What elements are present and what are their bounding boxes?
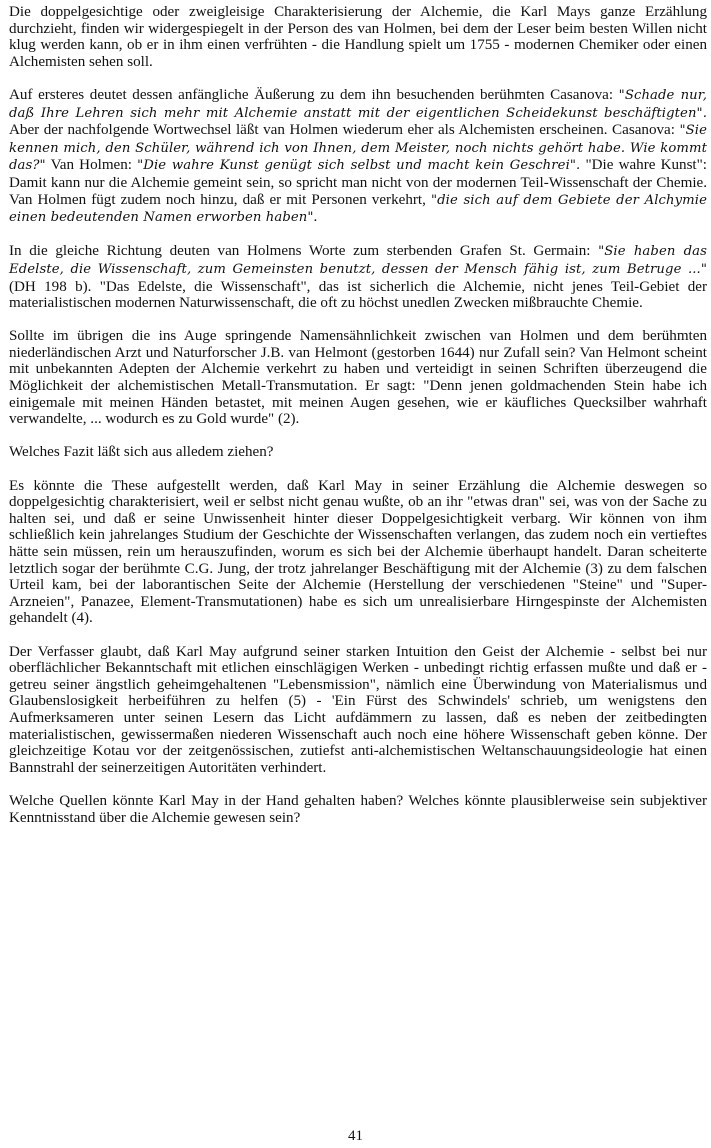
text-run: Auf ersteres deutet dessen anfängliche Äußerung zu dem ihn besuchenden berühmten Casanova: <box>9 86 619 103</box>
paragraph-holmen-intro <box>9 4 707 70</box>
paragraph-fazit-question <box>9 444 707 461</box>
text-run: Sollte im übrigen die ins Auge springende Namensähnlichkeit zwischen van Holmen und dem berühmten niederländischen Arzt und Naturforscher J.B. van Helmont (gestorben 1644) nur Zufall sein? Van Helmont scheint mit unbekannten Adepten der Alchemie verkehrt zu haben und verteidigt in seinen Schriften überzeugend die Möglichkeit der alchemistischen Metall-Transmutation. Er sagt: "Denn jenen goldmachenden Stein habe ich einigemale mit meinen Händen betastet, mit meinen Augen gesehen, wie er käufliches Quecksilber wahrhaft verwandelte, ... wodurch es zu Gold wurde" (2). <box>9 328 707 428</box>
paragraph-these <box>9 478 707 627</box>
paragraph-verfasser <box>9 644 707 777</box>
paragraph-st-germain <box>9 243 707 311</box>
text-run: . <box>313 209 318 226</box>
quote-run: "Die wahre Kunst genügt sich selbst und macht kein Geschrei". <box>137 158 581 174</box>
text-run: (DH 198 b). "Das Edelste, die Wissenschaft", das ist sicherlich die Alchemie, nicht jenes Teil-Gebiet der materialistischen modernen Naturwissenschaft, die oft zu höchst unedlen Zwecken mißbrauchte Chemie. <box>9 278 707 312</box>
text-run: Welches Fazit läßt sich aus alledem ziehen? <box>9 444 274 461</box>
paragraph-quellen-question <box>9 793 707 826</box>
text-run: Aber der nachfolgende Wortwechsel läßt van Holmen wiederum eher als Alchemisten erscheinen. Casanova: <box>9 122 680 139</box>
paragraph-van-helmont <box>9 328 707 428</box>
quote-run: "die sich auf dem Gebiete der Alchymie einen bedeutenden Namen erworben haben" <box>9 192 708 226</box>
text-run: Welche Quellen könnte Karl May in der Hand gehalten haben? Welches könnte plausiblerweise sein subjektiver Kenntnisstand über die Alchemie gewesen sein? <box>9 792 707 826</box>
page-number: 41 <box>348 1128 363 1144</box>
text-run: Van Holmen: <box>45 157 138 174</box>
document-body <box>9 4 707 840</box>
text-run: In die gleiche Richtung deuten van Holmens Worte zum sterbenden Grafen St. Germain: <box>9 243 599 260</box>
text-run: "Die wahre Kunst": Damit kann nur die Alchemie gemeint sein, so spricht man nicht von der modernen Teil-Wissenschaft der Chemie. Van Holmen fügt zudem noch hinzu, daß er mit Personen verkehrt, <box>9 157 707 208</box>
text-run: Die doppelgesichtige oder zweigleisige Charakterisierung der Alchemie, die Karl Mays ganze Erzählung durchzieht, finden wir widergespiegelt in der Person des van Holmen, bei dem der Leser beim besten Willen nicht klug werden kann, ob er in ihm einen verfrühten - die Handlung spielt um 1755 - modernen Chemiker oder einen Alchemisten sehen soll. <box>9 4 707 70</box>
text-run: Der Verfasser glaubt, daß Karl May aufgrund seiner starken Intuition den Geist der Alchemie - selbst bei nur oberflächlicher Bekanntschaft mit etlichen einschlägigen Werken - unbedingt richtig erfassen mußte und daß er - getreu seiner ängstlich geheimgehaltenen "Lebensmission", nämlich eine Überwindung von Materialismus und Glaubenslosigkeit herbeiführen zu helfen (5) - 'Ein Fürst des Schwindels' schrieb, um wenigstens den Aufmerksameren unter seinen Lesern das Licht aufdämmern zu lassen, daß es neben der zeitbedingten materialistischen, gewissermaßen niederen Wissenschaft auch noch eine höhere Wissenschaft geben könne. Der gleichzeitige Kotau vor der zeitgenössischen, zutiefst anti-alchemistischen Weltanschauungsideologie hat einen Bannstrahl der seinerzeitigen Autoritäten verhindert. <box>9 643 707 776</box>
text-run: Es könnte die These aufgestellt werden, daß Karl May in seiner Erzählung die Alchemie deswegen so doppelgesichtig charakterisiert, weil er selbst nicht genau wußte, ob an ihr "etwas dran" sei, was von der Sache zu halten sei, und daß er seine Unwissenheit hinter dieser Doppelgesichtigkeit verbarg. Wir können von ihm schließlich kein jahrelanges Studium der Geschichte der Wissenschaften verlangen, das zudem noch ein vertieftes hätte sein müssen, rein um herauszufinden, worum es sich bei der Alchemie überhaupt handelt. Daran scheiterte letztlich sogar der berühmte C.G. Jung, der trotz jahrelanger Beschäftigung mit der Alchemie (3) zu dem falschen Urteil kam, bei der laborantischen Seite der Alchemie (Herstellung der verschiedenen "Steine" und "Super-Arzneien", Panazee, Element-Transmutationen) habe es sich um unrealisierbare Hirngespinste der Alchemisten gehandelt (4). <box>9 477 707 627</box>
quote-run: "Sie kennen mich, den Schüler, während ich von Ihnen, dem Meister, noch nichts gehört habe. Wie kommt das?" <box>9 123 707 174</box>
quote-run: "Schade nur, daß Ihre Lehren sich mehr mit Alchemie anstatt mit der eigentlichen Scheidekunst beschäftigten". <box>9 87 708 121</box>
paragraph-casanova <box>9 87 707 227</box>
quote-run: "Sie haben das Edelste, die Wissenschaft, zum Gemeinsten benutzt, dessen der Mensch fähig ist, zum Betruge ..." <box>9 244 708 277</box>
